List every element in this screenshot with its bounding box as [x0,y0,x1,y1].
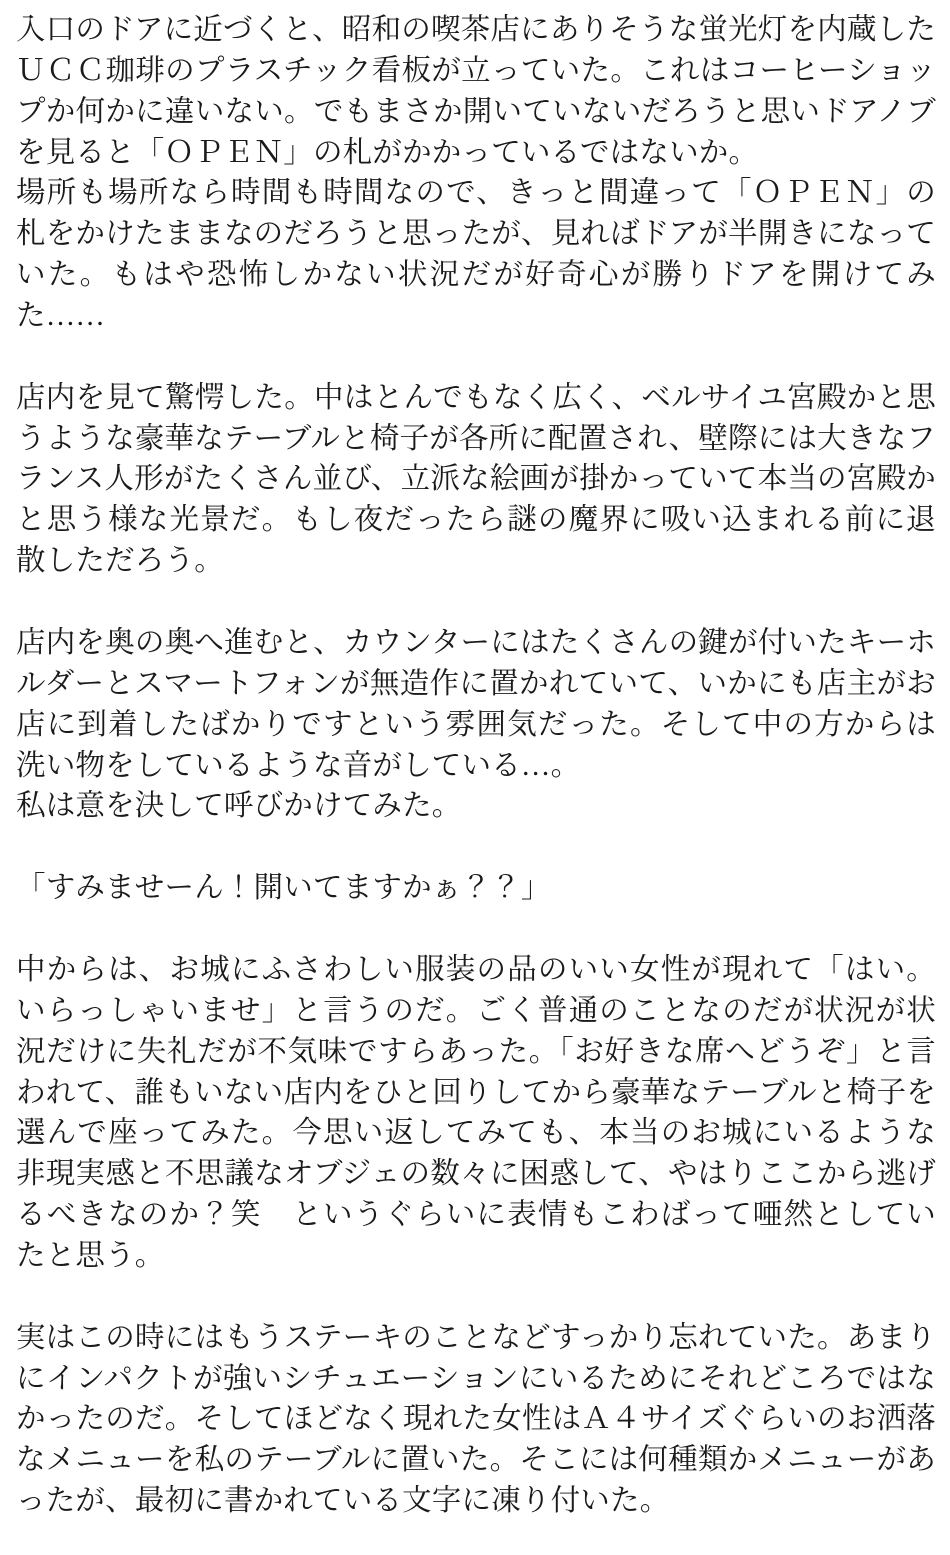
paragraph: 場所も場所なら時間も時間なので、きっと間違って「ＯＰＥＮ」の札をかけたままなのだろうと思ったが、見ればドアが半開きになっていた。もはや恐怖しかない状況だが好奇心が勝りドアを開けてみた…… [16,177,936,332]
paragraph-spacer [16,909,936,950]
paragraph: 実はこの時にはもうステーキのことなどすっかり忘れていた。あまりにインパクトが強いシチュエーションにいるためにそれどころではなかったのだ。そしてほどなく現れた女性はＡ４サイズぐらいのお洒落なメニューを私のテーブルに置いた。そこには何種類かメニューがあったが、最初に書かれている文字に凍り付いた。 [16,1321,936,1518]
paragraph: 中からは、お城にふさわしい服装の品のいい女性が現れて「はい。いらっしゃいませ」と言うのだ。ごく普通のことなのだが状況が状況だけに失礼だが不気味ですらあった。「お好きな席へどうぞ」と言われて、誰もいない店内をひと回りしてから豪華なテーブルと椅子を選んで座ってみた。今思い返してみても、本当のお城にいるような非現実感と不思議なオブジェの数々に困惑して、やはりここから逃げるべきなのか？笑 というぐらいに表情もこわばって唖然としていたと思う。 [16,954,936,1272]
paragraph: 店内を見て驚愕した。中はとんでもなく広く、ベルサイユ宮殿かと思うような豪華なテーブルと椅子が各所に配置され、壁際には大きなフランス人形がたくさん並び、立派な絵画が掛かっていて本当の宮殿かと思う様な光景だ。もし夜だったら謎の魔界に吸い込まれる前に退散しただろう。 [16,381,936,578]
paragraph-spacer [16,1277,936,1318]
paragraph-dialogue: 「すみませーん！開いてますかぁ？？」 [16,872,551,905]
paragraph-spacer [16,337,936,378]
paragraph: 店内を奥の奥へ進むと、カウンターにはたくさんの鍵が付いたキーホルダーとスマートフォンが無造作に置かれていて、いかにも店主がお店に到着したばかりですという雰囲気だった。そして中の方からは洗い物をしているような音がしている…。 [16,626,936,782]
paragraph: 私は意を決して呼びかけてみた。 [16,790,462,823]
paragraph-spacer [16,827,936,868]
document-body [16,10,936,1522]
paragraph: 入口のドアに近づくと、昭和の喫茶店にありそうな蛍光灯を内蔵したＵＣＣ珈琲のプラスチック看板が立っていた。これはコーヒーショップか何かに違いない。でもまさか開いていないだろうと思いドアノブを見ると「ＯＰＥＮ」の札がかかっているではないか。 [16,14,936,169]
paragraph-spacer [16,582,936,623]
